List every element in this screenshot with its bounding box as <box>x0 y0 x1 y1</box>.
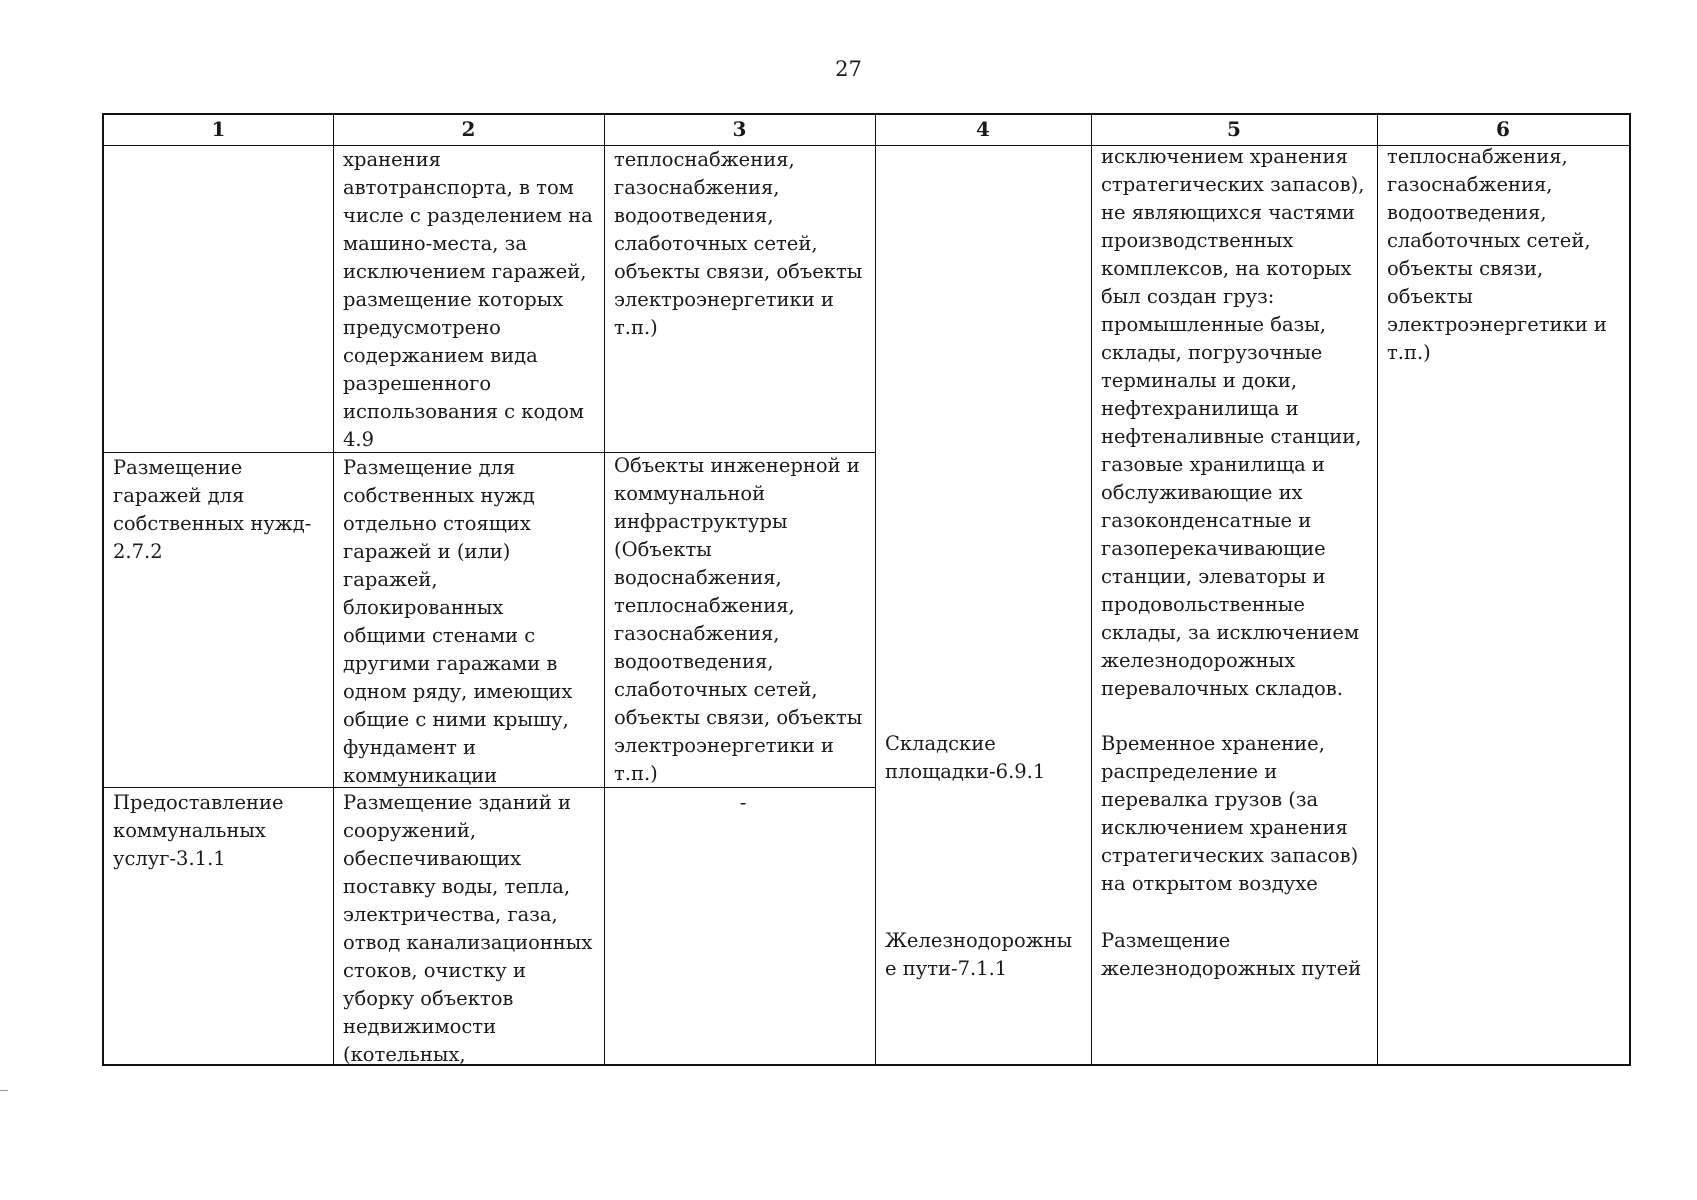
col6-cell: теплоснабжения, газоснабжения, водоотведения, слаботочных сетей, объекты связи, объекты электроэнергетики и т.п.) <box>1387 145 1607 364</box>
land-use-table <box>102 113 1631 1066</box>
scan-mark <box>0 1090 8 1091</box>
col4-railway-tracks: Железнодорожны е пути-7.1.1 <box>885 929 1073 980</box>
col5-block-railway: Размещение железнодорожных путей <box>1101 929 1362 980</box>
page-number: 27 <box>835 57 862 81</box>
row1-col2-cell: хранения автотранспорта, в том числе с разделением на машино-места, за исключением гаражей, размещение которых предусмотрено содержанием вида разрешенного использования с кодом 4.9 <box>343 148 593 451</box>
row3-col3-cell: - <box>739 791 747 814</box>
row2-col2-cell: Размещение для собственных нужд отдельно стоящих гаражей и (или) гаражей, блокированных общими стенами с другими гаражами в одном ряду, имеющих общие с ними крышу, фундамент и коммуникации <box>343 456 573 787</box>
col5-block-storage: исключением хранения стратегических запасов), не являющихся частями производственных комплексов, на которых был создан груз: промышленные базы, склады, погрузочные терминалы и доки, нефтехранилища и нефтеналивные станции, газовые хранилища и обслуживающие их газоконденсатные и газоперекачивающие станции, элеваторы и продовольственные склады, за исключением железнодорожных перевалочных складов. <box>1101 145 1365 700</box>
header-col-3: 3 <box>732 117 747 141</box>
col4-warehouse-sites: Складские площадки-6.9.1 <box>885 732 1046 783</box>
header-col-5: 5 <box>1227 117 1241 141</box>
row3-col1-cell: Предоставление коммунальных услуг-3.1.1 <box>113 791 284 870</box>
header-col-4: 4 <box>976 117 990 141</box>
header-col-1: 1 <box>211 117 226 141</box>
header-col-6: 6 <box>1496 117 1510 141</box>
row1-col3-cell: теплоснабжения, газоснабжения, водоотведения, слаботочных сетей, объекты связи, объекты электроэнергетики и т.п.) <box>614 148 863 339</box>
col5-block-temporary-storage: Временное хранение, распределение и перевалка грузов (за исключением хранения стратегических запасов) на открытом воздухе <box>1101 732 1359 895</box>
row2-col3-cell: Объекты инженерной и коммунальной инфраструктуры (Объекты водоснабжения, теплоснабжения, газоснабжения, водоотведения, слаботочных сетей, объекты связи, объекты электроэнергетики и т.п.) <box>614 454 863 785</box>
header-col-2: 2 <box>461 117 476 141</box>
row2-col1-cell: Размещение гаражей для собственных нужд- 2.7.2 <box>113 456 312 563</box>
row3-col2-cell: Размещение зданий и сооружений, обеспечивающих поставку воды, тепла, электричества, газа, отвод канализационных стоков, очистку и уборку объектов недвижимости (котельных, <box>343 791 593 1066</box>
